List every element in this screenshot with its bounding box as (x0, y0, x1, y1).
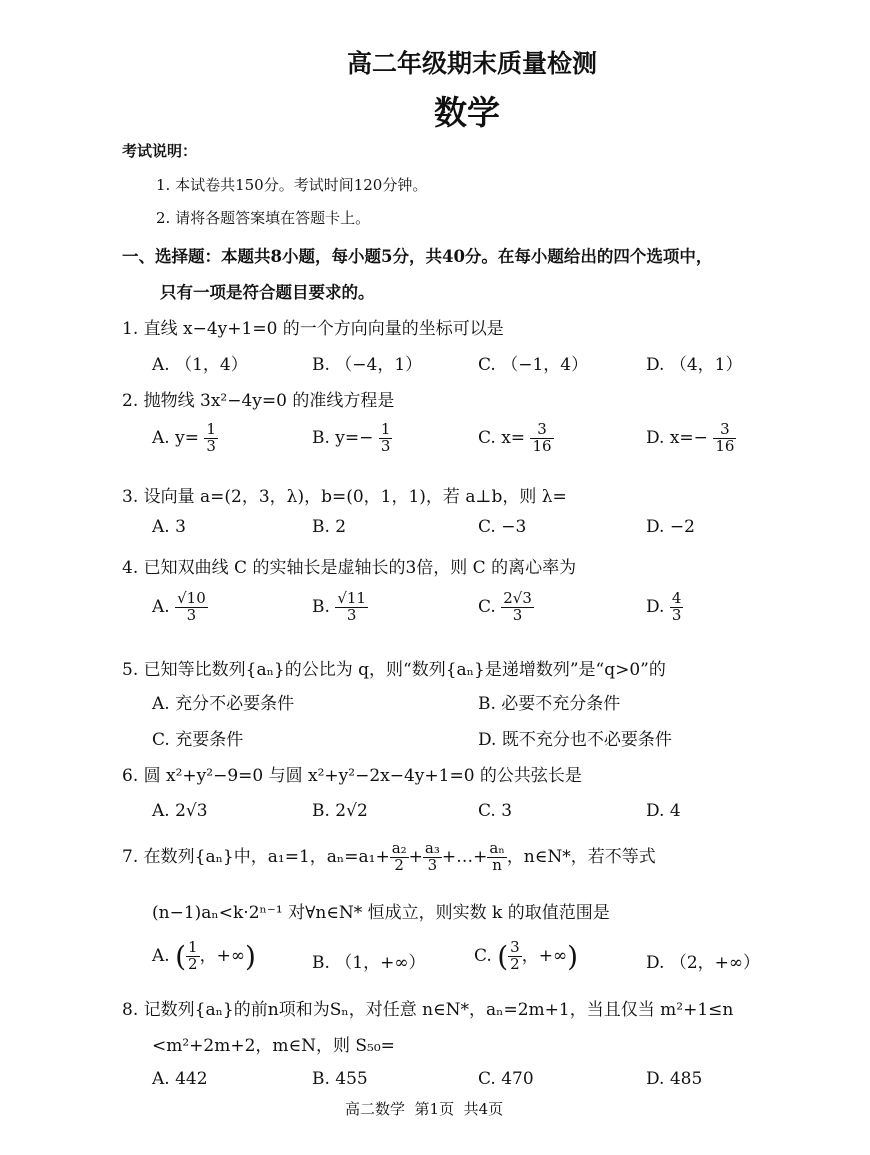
section-heading-cont: 只有一项是符合题目要求的。 (160, 283, 375, 302)
q3-option-b: B. 2 (312, 517, 347, 537)
q5-option-b: B. 必要不充分条件 (478, 694, 621, 714)
q3-option-c: C. −3 (478, 517, 527, 537)
q2-b-prefix: B. y=− (312, 427, 374, 448)
denominator: 3 (346, 605, 357, 624)
numerator: √11 (337, 589, 366, 607)
q8-option-b: B. 455 (312, 1069, 368, 1089)
fraction (423, 841, 442, 874)
fraction (501, 591, 534, 624)
right-paren: ) (244, 940, 256, 973)
denominator: n (492, 855, 502, 874)
fraction (487, 841, 506, 874)
q1-option-c: C. （−1，4） (478, 355, 589, 375)
q7-c-prefix: C. (474, 946, 492, 966)
q2-c-prefix: C. x= (478, 427, 526, 448)
denominator: 3 (186, 605, 197, 624)
q2-option-d (646, 422, 736, 455)
denominator: 3 (427, 855, 438, 874)
numerator: 1 (380, 420, 391, 438)
denominator: 3 (206, 436, 216, 455)
question-3-stem: 3. 设向量 a=(2，3，λ)，b=(0，1，1)，若 a⊥b，则 λ= (122, 487, 567, 507)
numerator: aₙ (489, 839, 505, 857)
q2-option-b (312, 422, 392, 455)
q4-d-prefix: D. (646, 596, 665, 617)
q4-option-b (312, 591, 368, 624)
question-5-stem: 5. 已知等比数列{aₙ}的公比为 q，则“数列{aₙ}是递增数列”是“q>0”的 (122, 660, 666, 680)
numerator: 1 (188, 938, 198, 957)
q2-d-prefix: D. x=− (646, 427, 708, 448)
q2-option-c (478, 422, 554, 455)
numerator: 1 (206, 420, 216, 438)
page-footer: 高二数学 第1页 共4页 (345, 1100, 504, 1118)
numerator: a₂ (391, 839, 407, 857)
denominator: 16 (532, 436, 552, 455)
denominator: 3 (671, 605, 682, 624)
q7-stem-suffix: ，n∈N*，若不等式 (506, 846, 656, 867)
q5-option-d: D. 既不充分也不必要条件 (478, 730, 672, 750)
question-7-line2: (n−1)aₙ<k·2ⁿ⁻¹ 对∀n∈N* 恒成立，则实数 k 的取值范围是 (152, 903, 610, 923)
left-paren: ( (497, 940, 509, 973)
q5-option-c: C. 充要条件 (152, 730, 244, 750)
numerator: √10 (177, 589, 206, 607)
q2-option-a (152, 422, 218, 455)
q7-option-c (474, 940, 578, 973)
fraction (390, 841, 409, 874)
numerator: a₃ (424, 839, 440, 857)
q1-option-a: A. （1，4） (152, 355, 248, 375)
q7-option-d: D. （2，+∞） (646, 953, 761, 973)
numerator: 3 (530, 422, 553, 439)
right-paren: ) (567, 940, 579, 973)
question-1-stem: 1. 直线 x−4y+1=0 的一个方向向量的坐标可以是 (122, 319, 504, 339)
q4-c-prefix: C. (478, 596, 496, 617)
subject-title: 数学 (434, 93, 500, 132)
numerator: 3 (510, 938, 520, 957)
plus-sign: + (408, 846, 423, 867)
fraction (175, 591, 208, 624)
q7-option-a (152, 940, 256, 973)
denominator: 3 (512, 605, 523, 624)
denominator: 2 (510, 955, 520, 973)
q1-option-d: D. （4，1） (646, 355, 743, 375)
q1-option-b: B. （−4，1） (312, 355, 423, 375)
question-4-stem: 4. 已知双曲线 C 的实轴长是虚轴长的3倍，则 C 的离心率为 (122, 558, 577, 578)
q4-b-prefix: B. (312, 596, 330, 617)
fraction (379, 422, 393, 455)
denominator: 16 (715, 436, 735, 455)
q8-option-c: C. 470 (478, 1069, 534, 1089)
q4-a-prefix: A. (152, 596, 170, 617)
q4-option-c (478, 591, 534, 624)
numerator: 3 (713, 422, 736, 439)
question-8-line1: 8. 记数列{aₙ}的前n项和为Sₙ，对任意 n∈N*，aₙ=2m+1，当且仅当 m²+1≤n (122, 1000, 734, 1020)
left-paren: ( (175, 940, 187, 973)
question-6-stem: 6. 圆 x²+y²−9=0 与圆 x²+y²−2x−4y+1=0 的公共弦长是 (122, 766, 582, 786)
ellipsis-sum: +…+ (441, 846, 488, 867)
fraction (530, 422, 553, 455)
fraction (508, 940, 522, 973)
denominator: 3 (380, 436, 391, 455)
q2-a-prefix: A. y= (152, 427, 199, 448)
instruction-item: 1. 本试卷共150分。考试时间120分钟。 (156, 176, 428, 194)
q8-option-d: D. 485 (646, 1069, 703, 1089)
q5-option-a: A. 充分不必要条件 (152, 694, 295, 714)
denominator: 2 (394, 855, 404, 874)
q4-option-d (646, 591, 683, 624)
q7-a-prefix: A. (152, 946, 170, 966)
q7-c-suffix: ，+∞ (521, 946, 568, 966)
denominator: 2 (188, 955, 198, 973)
section-heading: 一、选择题：本题共8小题，每小题5分，共40分。在每小题给出的四个选项中， (122, 247, 713, 266)
fraction (670, 591, 684, 624)
q4-option-a (152, 591, 208, 624)
fraction (713, 422, 736, 455)
instructions-heading: 考试说明： (122, 142, 198, 160)
q6-option-c: C. 3 (478, 801, 513, 821)
q7-stem-prefix: 7. 在数列{aₙ}中，a₁=1，aₙ=a₁+ (122, 846, 390, 867)
question-2-stem: 2. 抛物线 3x²−4y=0 的准线方程是 (122, 391, 395, 411)
q6-option-a: A. 2√3 (152, 801, 208, 821)
numerator: 4 (671, 589, 682, 607)
numerator: 2√3 (503, 589, 532, 607)
q7-option-b: B. （1，+∞） (312, 953, 426, 973)
q6-option-b: B. 2√2 (312, 801, 368, 821)
question-7-stem (122, 841, 656, 874)
fraction (335, 591, 368, 624)
q7-a-suffix: ，+∞ (199, 946, 245, 966)
fraction (204, 422, 218, 455)
q3-option-a: A. 3 (152, 517, 186, 537)
exam-title: 高二年级期末质量检测 (347, 49, 598, 78)
fraction (186, 940, 200, 973)
instruction-item: 2. 请将各题答案填在答题卡上。 (156, 209, 371, 227)
q3-option-d: D. −2 (646, 517, 695, 537)
q8-option-a: A. 442 (152, 1069, 208, 1089)
question-8-line2: <m²+2m+2，m∈N，则 S₅₀= (152, 1036, 395, 1056)
q6-option-d: D. 4 (646, 801, 681, 821)
